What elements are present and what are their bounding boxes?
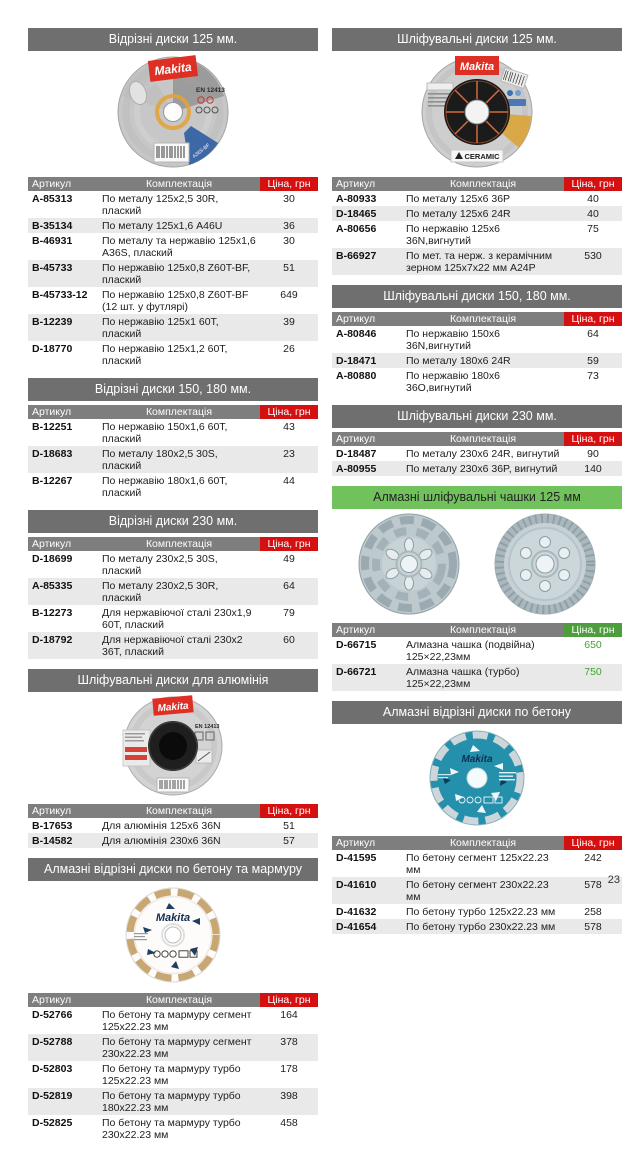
description-cell: По нержавію 125х0,8 Z60T-BF (12 шт. у футлярі) bbox=[102, 288, 249, 313]
price-cell: 57 bbox=[283, 834, 295, 847]
article-cell: A-80933 bbox=[336, 192, 377, 205]
description-cell: По нержавію 125х1 60T, плаский bbox=[102, 315, 219, 340]
diamond-cup-turbo-image bbox=[482, 511, 608, 617]
description-cell: Для нержавіючої сталі 230х2 36T, плаский bbox=[102, 633, 243, 658]
section-cutting-150-180 bbox=[28, 378, 318, 500]
section-grinding-150-180 bbox=[332, 285, 622, 395]
price-cell: 43 bbox=[283, 420, 295, 433]
price-cell: 73 bbox=[587, 369, 599, 382]
table-header-row bbox=[28, 804, 318, 818]
product-row bbox=[28, 233, 318, 260]
price-cell: 39 bbox=[283, 315, 295, 328]
price-column-header: Ціна, грн bbox=[564, 312, 622, 326]
description-cell: Алмазна чашка (турбо) 125×22,23мм bbox=[406, 665, 520, 690]
section-header: Шліфувальні диски 150, 180 мм. bbox=[332, 285, 622, 308]
product-row bbox=[28, 218, 318, 233]
product-row bbox=[28, 1007, 318, 1034]
section-header: Шліфувальні диски 230 мм. bbox=[332, 405, 622, 428]
price-cell: 36 bbox=[283, 219, 295, 232]
description-cell: По металу 125х6 24R bbox=[406, 207, 511, 220]
price-cell: 530 bbox=[584, 249, 602, 262]
description-cell: По бетону та мармуру турбо 180х22.23 мм bbox=[102, 1089, 241, 1114]
description-cell: По металу 230х2,5 30R, плаский bbox=[102, 579, 219, 604]
product-row bbox=[28, 833, 318, 848]
right-column bbox=[332, 28, 622, 1152]
price-cell: 258 bbox=[584, 905, 602, 918]
article-cell: B-46931 bbox=[32, 234, 73, 247]
product-image-box bbox=[332, 509, 622, 619]
price-cell: 90 bbox=[587, 447, 599, 460]
product-image-box bbox=[28, 692, 318, 800]
table-header-row bbox=[332, 312, 622, 326]
article-cell: D-18792 bbox=[32, 633, 73, 646]
description-cell: По нержавію 150х6 36N,вигнутий bbox=[406, 327, 500, 352]
product-row bbox=[28, 314, 318, 341]
description-column-header: Комплектація bbox=[98, 177, 260, 191]
description-cell: По мет. та нерж. з керамічним зерном 125х7х22 мм A24P bbox=[406, 249, 553, 274]
product-table bbox=[332, 836, 622, 934]
article-cell: D-52819 bbox=[32, 1089, 73, 1102]
product-image-box bbox=[332, 724, 622, 832]
product-table bbox=[332, 177, 622, 275]
table-header-row bbox=[332, 623, 622, 637]
description-column-header: Комплектація bbox=[402, 312, 564, 326]
section-grinding-125 bbox=[332, 28, 622, 275]
description-cell: По металу 230х6 36P, вигнутий bbox=[406, 462, 558, 475]
section-header: Відрізні диски 230 мм. bbox=[28, 510, 318, 533]
section-header: Алмазні відрізні диски по бетону та мармуру bbox=[28, 858, 318, 881]
product-row bbox=[28, 341, 318, 368]
price-column-header: Ціна, грн bbox=[564, 432, 622, 446]
article-cell: B-14582 bbox=[32, 834, 73, 847]
description-cell: Алмазна чашка (подвійна) 125×22,23мм bbox=[406, 638, 535, 663]
section-grinding-230 bbox=[332, 405, 622, 476]
en-standard-label: EN 12413 bbox=[195, 724, 220, 730]
article-cell: A-80846 bbox=[336, 327, 377, 340]
product-table bbox=[28, 804, 318, 848]
price-column-header: Ціна, грн bbox=[260, 537, 318, 551]
description-column-header: Комплектація bbox=[98, 993, 260, 1007]
article-cell: B-12251 bbox=[32, 420, 73, 433]
description-cell: По металу 180х2,5 30S, плаский bbox=[102, 447, 218, 472]
price-cell: 26 bbox=[283, 342, 295, 355]
product-row bbox=[28, 578, 318, 605]
description-cell: По металу 230х6 24R, вигнутий bbox=[406, 447, 560, 460]
article-cell: A-85313 bbox=[32, 192, 73, 205]
article-cell: D-18487 bbox=[336, 447, 377, 460]
article-cell: A-80880 bbox=[336, 369, 377, 382]
table-header-row bbox=[28, 993, 318, 1007]
makita-logo: Makita bbox=[461, 754, 493, 765]
article-column-header: Артикул bbox=[332, 312, 402, 326]
grinding-disc-alu-image bbox=[103, 694, 243, 798]
product-table bbox=[28, 177, 318, 368]
section-cutting-230 bbox=[28, 510, 318, 659]
price-cell: 59 bbox=[587, 354, 599, 367]
article-cell: A-85335 bbox=[32, 579, 73, 592]
article-cell: B-17653 bbox=[32, 819, 73, 832]
section-grinding-alu bbox=[28, 669, 318, 848]
price-cell: 30 bbox=[283, 192, 295, 205]
product-row bbox=[28, 287, 318, 314]
price-cell: 649 bbox=[280, 288, 298, 301]
description-column-header: Комплектація bbox=[402, 836, 564, 850]
article-cell: D-18465 bbox=[336, 207, 377, 220]
price-cell: 164 bbox=[280, 1008, 298, 1021]
article-column-header: Артикул bbox=[332, 836, 402, 850]
description-cell: По металу 180х6 24R bbox=[406, 354, 511, 367]
article-cell: D-41595 bbox=[336, 851, 377, 864]
product-row bbox=[332, 206, 622, 221]
product-row bbox=[28, 605, 318, 632]
product-row bbox=[28, 1034, 318, 1061]
product-row bbox=[332, 221, 622, 248]
grinding-disc-ceramic-image bbox=[402, 53, 552, 171]
article-cell: B-12267 bbox=[32, 474, 73, 487]
article-column-header: Артикул bbox=[332, 432, 402, 446]
article-cell: D-52825 bbox=[32, 1116, 73, 1129]
article-cell: D-18770 bbox=[32, 342, 73, 355]
makita-logo: Makita bbox=[459, 61, 495, 73]
product-row bbox=[28, 419, 318, 446]
price-cell: 458 bbox=[280, 1116, 298, 1129]
article-column-header: Артикул bbox=[332, 177, 402, 191]
table-header-row bbox=[332, 432, 622, 446]
section-diamond-cups bbox=[332, 486, 622, 691]
diamond-disc-concrete-image bbox=[407, 726, 547, 830]
product-row bbox=[332, 461, 622, 476]
description-cell: По нержавію 180х1,6 60T, плаский bbox=[102, 474, 228, 499]
description-column-header: Комплектація bbox=[402, 623, 564, 637]
description-cell: По нержавію 125х6 36N,вигнутий bbox=[406, 222, 500, 247]
en-standard-label: EN 12413 bbox=[196, 87, 225, 94]
description-column-header: Комплектація bbox=[98, 804, 260, 818]
article-cell: A-80656 bbox=[336, 222, 377, 235]
description-cell: По бетону турбо 230х22.23 мм bbox=[406, 920, 556, 933]
makita-logo: Makita bbox=[153, 59, 193, 79]
product-image-box bbox=[332, 51, 622, 173]
article-column-header: Артикул bbox=[332, 623, 402, 637]
product-row bbox=[28, 1061, 318, 1088]
description-cell: По нержавію 150х1,6 60T, плаский bbox=[102, 420, 228, 445]
price-column-header: Ціна, грн bbox=[260, 804, 318, 818]
price-cell: 51 bbox=[283, 819, 295, 832]
description-column-header: Комплектація bbox=[402, 177, 564, 191]
article-column-header: Артикул bbox=[28, 405, 98, 419]
price-cell: 242 bbox=[584, 851, 602, 864]
product-row bbox=[28, 551, 318, 578]
article-cell: D-41610 bbox=[336, 878, 377, 891]
product-row bbox=[332, 919, 622, 934]
description-cell: По бетону сегмент 230х22.23 мм bbox=[406, 878, 549, 903]
makita-logo: Makita bbox=[155, 912, 191, 924]
price-cell: 64 bbox=[587, 327, 599, 340]
article-cell: D-52803 bbox=[32, 1062, 73, 1075]
price-cell: 40 bbox=[587, 207, 599, 220]
price-cell: 578 bbox=[584, 878, 602, 891]
article-cell: D-52788 bbox=[32, 1035, 73, 1048]
description-cell: По бетону та мармуру турбо 125х22.23 мм bbox=[102, 1062, 241, 1087]
product-table bbox=[332, 623, 622, 691]
blue-icon bbox=[515, 90, 521, 96]
section-header: Шліфувальні диски для алюмінія bbox=[28, 669, 318, 692]
product-row bbox=[28, 818, 318, 833]
price-column-header: Ціна, грн bbox=[564, 177, 622, 191]
price-cell: 44 bbox=[283, 474, 295, 487]
price-cell: 40 bbox=[587, 192, 599, 205]
description-cell: По нержавію 180х6 36O,вигнутий bbox=[406, 369, 500, 394]
article-column-header: Артикул bbox=[28, 804, 98, 818]
description-cell: По нержавію 125х0,8 Z60T-BF, плаский bbox=[102, 261, 251, 286]
left-column bbox=[28, 28, 318, 1152]
price-column-header: Ціна, грн bbox=[564, 836, 622, 850]
article-column-header: Артикул bbox=[28, 993, 98, 1007]
product-row bbox=[332, 904, 622, 919]
description-cell: По нержавію 125х1,2 60T, плаский bbox=[102, 342, 228, 367]
description-cell: Для нержавіючої сталі 230х1,9 60T, плаский bbox=[102, 606, 252, 631]
description-cell: По металу 125х6 36P bbox=[406, 192, 511, 205]
description-cell: По бетону сегмент 125х22.23 мм bbox=[406, 851, 549, 876]
price-column-header: Ціна, грн bbox=[260, 993, 318, 1007]
product-row bbox=[332, 353, 622, 368]
page-number: 23 bbox=[607, 874, 620, 886]
article-cell: B-66927 bbox=[336, 249, 377, 262]
article-cell: D-66721 bbox=[336, 665, 377, 678]
product-table bbox=[28, 537, 318, 659]
product-table bbox=[28, 993, 318, 1142]
article-cell: D-66715 bbox=[336, 638, 377, 651]
price-cell: 75 bbox=[587, 222, 599, 235]
article-cell: B-45733 bbox=[32, 261, 73, 274]
section-header: Шліфувальні диски 125 мм. bbox=[332, 28, 622, 51]
section-diamond-marble bbox=[28, 858, 318, 1142]
price-cell: 398 bbox=[280, 1089, 298, 1102]
ceramic-label: CERAMIC bbox=[464, 152, 500, 161]
article-cell: D-18699 bbox=[32, 552, 73, 565]
cutting-disc-125-image bbox=[98, 53, 248, 171]
product-row bbox=[332, 326, 622, 353]
table-header-row bbox=[28, 177, 318, 191]
product-row bbox=[28, 632, 318, 659]
article-column-header: Артикул bbox=[28, 537, 98, 551]
product-table bbox=[332, 312, 622, 395]
price-cell: 178 bbox=[280, 1062, 298, 1075]
price-cell: 60 bbox=[283, 633, 295, 646]
description-cell: По бетону та мармуру турбо 230х22.23 мм bbox=[102, 1116, 241, 1141]
product-row bbox=[332, 191, 622, 206]
price-cell: 49 bbox=[283, 552, 295, 565]
description-column-header: Комплектація bbox=[98, 537, 260, 551]
description-cell: По металу 125х2,5 30R, плаский bbox=[102, 192, 219, 217]
price-cell: 650 bbox=[584, 638, 602, 651]
description-cell: По металу 230х2,5 30S, плаский bbox=[102, 552, 218, 577]
section-header: Відрізні диски 125 мм. bbox=[28, 28, 318, 51]
product-table bbox=[332, 432, 622, 476]
description-cell: Для алюмінія 230х6 36N bbox=[102, 834, 221, 847]
product-row bbox=[28, 260, 318, 287]
table-header-row bbox=[332, 177, 622, 191]
section-header: Алмазні відрізні диски по бетону bbox=[332, 701, 622, 724]
product-row bbox=[332, 446, 622, 461]
diamond-cup-double-image bbox=[346, 511, 472, 617]
price-cell: 79 bbox=[283, 606, 295, 619]
table-header-row bbox=[332, 836, 622, 850]
price-column-header: Ціна, грн bbox=[260, 177, 318, 191]
description-column-header: Комплектація bbox=[98, 405, 260, 419]
section-header-green: Алмазні шліфувальні чашки 125 мм bbox=[332, 486, 622, 509]
description-cell: По бетону та мармуру сегмент 125х22.23 мм bbox=[102, 1008, 252, 1033]
article-cell: D-18471 bbox=[336, 354, 377, 367]
product-table bbox=[28, 405, 318, 500]
description-column-header: Комплектація bbox=[402, 432, 564, 446]
product-row bbox=[28, 473, 318, 500]
blue-icon bbox=[507, 90, 513, 96]
article-cell: B-12239 bbox=[32, 315, 73, 328]
description-cell: По металу 125х1,6 A46U bbox=[102, 219, 223, 232]
article-cell: A-80955 bbox=[336, 462, 377, 475]
price-cell: 64 bbox=[283, 579, 295, 592]
product-row bbox=[28, 191, 318, 218]
product-row bbox=[332, 248, 622, 275]
grade-label: A36S-BF bbox=[191, 142, 212, 160]
article-cell: B-45733-12 bbox=[32, 288, 88, 301]
article-column-header: Артикул bbox=[28, 177, 98, 191]
article-cell: D-41632 bbox=[336, 905, 377, 918]
price-cell: 23 bbox=[283, 447, 295, 460]
article-cell: D-52766 bbox=[32, 1008, 73, 1021]
price-cell: 51 bbox=[283, 261, 295, 274]
table-header-row bbox=[28, 405, 318, 419]
product-row bbox=[28, 446, 318, 473]
price-cell: 378 bbox=[280, 1035, 298, 1048]
article-cell: D-18683 bbox=[32, 447, 73, 460]
price-column-header: Ціна, грн bbox=[260, 405, 318, 419]
price-cell: 578 bbox=[584, 920, 602, 933]
product-image-box bbox=[28, 51, 318, 173]
table-header-row bbox=[28, 537, 318, 551]
description-cell: По металу та нержавію 125х1,6 A36S, плаский bbox=[102, 234, 256, 259]
product-row bbox=[332, 637, 622, 664]
price-cell: 750 bbox=[584, 665, 602, 678]
product-row bbox=[332, 664, 622, 691]
product-row bbox=[332, 850, 622, 877]
description-cell: По бетону турбо 125х22.23 мм bbox=[406, 905, 556, 918]
price-column-header: Ціна, грн bbox=[564, 623, 622, 637]
description-cell: По бетону та мармуру сегмент 230х22.23 мм bbox=[102, 1035, 252, 1060]
article-cell: D-41654 bbox=[336, 920, 377, 933]
section-header: Відрізні диски 150, 180 мм. bbox=[28, 378, 318, 401]
product-row bbox=[332, 877, 622, 904]
section-diamond-concrete bbox=[332, 701, 622, 934]
article-cell: B-35134 bbox=[32, 219, 73, 232]
price-cell: 30 bbox=[283, 234, 295, 247]
description-cell: Для алюмінія 125х6 36N bbox=[102, 819, 221, 832]
product-row bbox=[28, 1088, 318, 1115]
product-row bbox=[28, 1115, 318, 1142]
product-row bbox=[332, 368, 622, 395]
section-cutting-125 bbox=[28, 28, 318, 368]
makita-logo: Makita bbox=[157, 700, 190, 715]
price-cell: 140 bbox=[584, 462, 602, 475]
article-cell: B-12273 bbox=[32, 606, 73, 619]
product-image-box bbox=[28, 881, 318, 989]
diamond-disc-marble-image bbox=[103, 883, 243, 987]
